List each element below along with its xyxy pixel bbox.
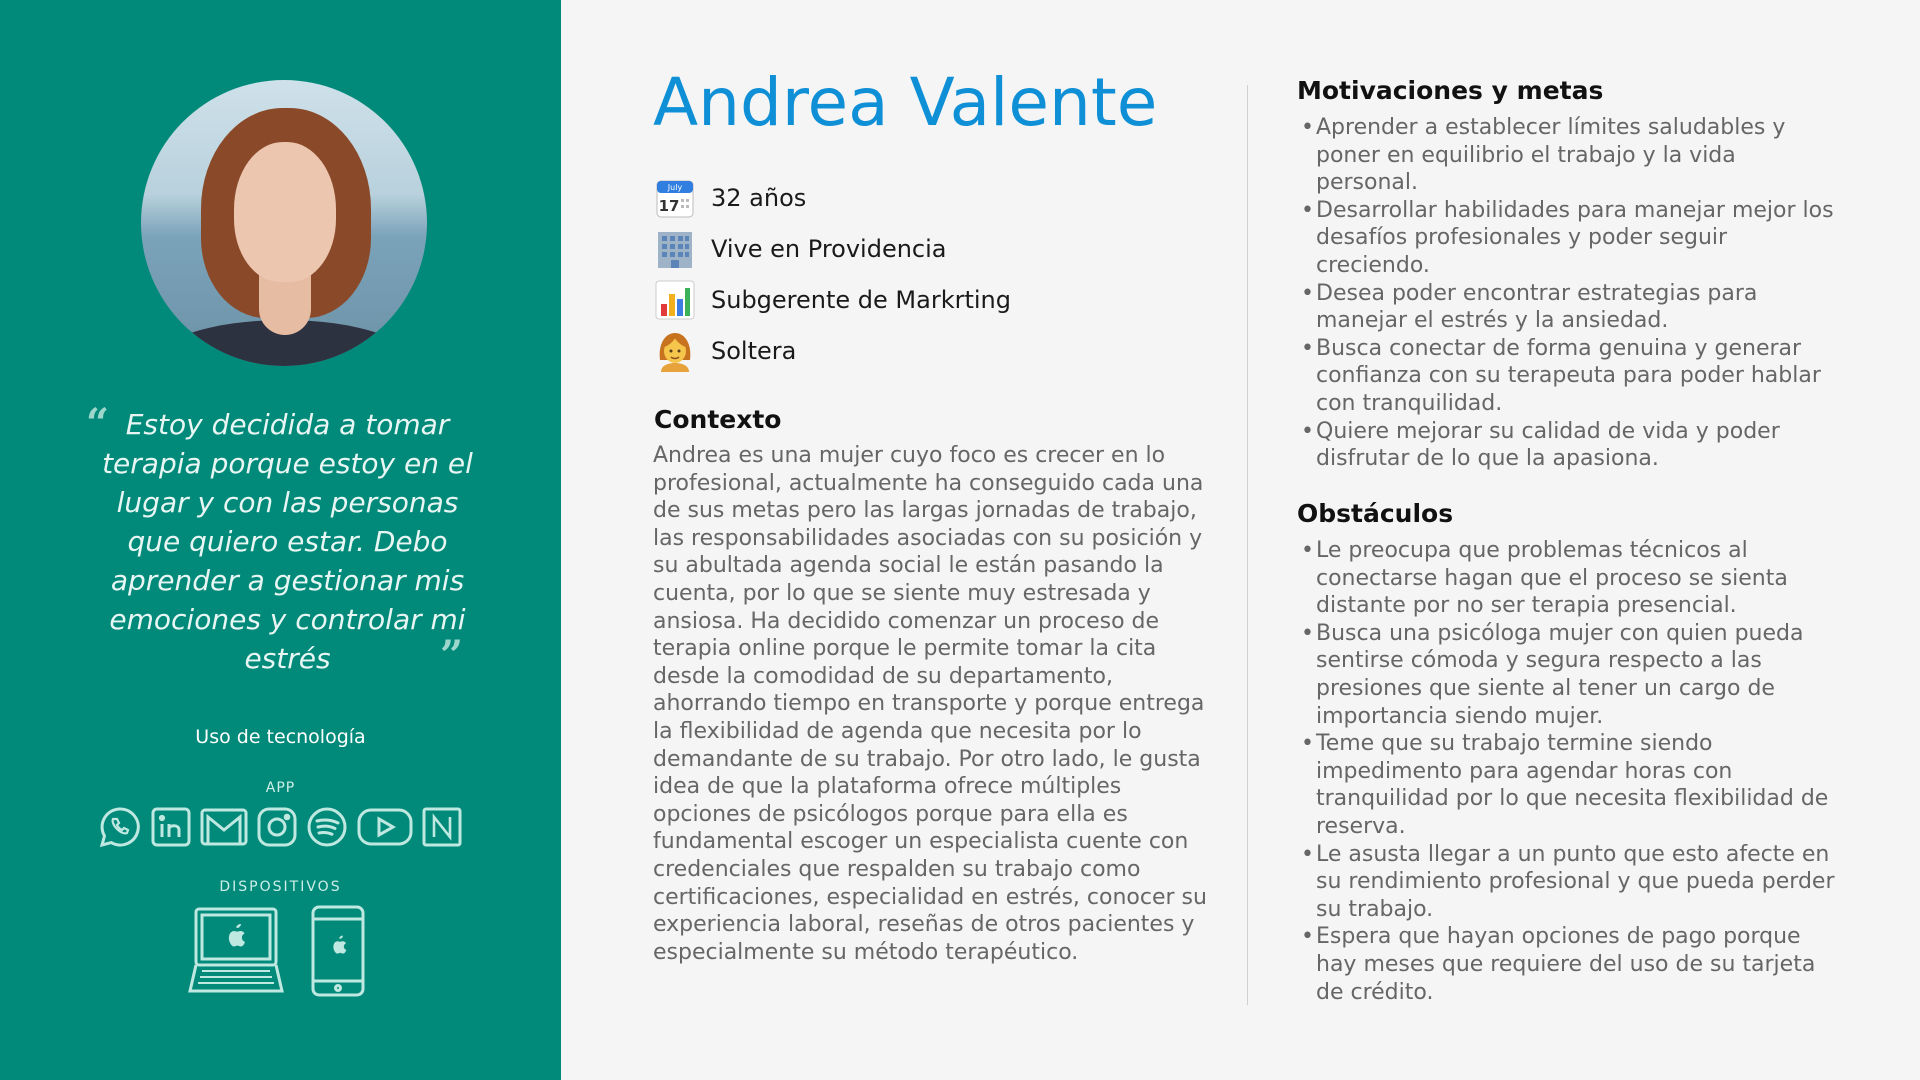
fact-status-text: Soltera xyxy=(711,336,797,365)
fact-status xyxy=(655,325,1011,376)
list-item: • Desea poder encontrar estrategias para manejar el estrés y la ansiedad. xyxy=(1297,280,1837,335)
list-item: • Busca conectar de forma genuina y generar confianza con su terapeuta para poder hablar con tranquilidad. xyxy=(1297,335,1837,418)
context-title: Contexto xyxy=(654,405,782,434)
obstacles-list xyxy=(1297,537,1837,1006)
persona-facts xyxy=(655,172,1011,376)
apple-phone-icon xyxy=(310,905,366,997)
fact-age xyxy=(655,172,1011,223)
list-item: • Quiere mejorar su calidad de vida y poder disfrutar de lo que la apasiona. xyxy=(1297,418,1837,473)
persona-name: Andrea Valente xyxy=(653,64,1158,141)
building-icon xyxy=(655,229,695,269)
device-icons xyxy=(188,905,366,997)
persona-quote: Estoy decidida a tomar terapia porque estoy en el lugar y con las personas que quiero estar. Debo aprender a gestionar mis emociones y controlar mi estrés xyxy=(102,408,473,675)
notion-icon xyxy=(422,807,462,847)
context-text: Andrea es una mujer cuyo foco es crecer en lo profesional, actualmente ha conseguido cada una de sus metas pero las largas jornadas de trabajo, las responsabilidades asociadas con su posición y su abultada agenda social le están pasando la cuenta, por lo que se siente muy estresada y ansiosa. Ha decidido comenzar un proceso de terapia online porque le permite tomar la cita desde la comodidad de su departamento, ahorrando tiempo en transporte y porque entrega la flexibilidad de agenda que necesita por lo demandante de su trabajo. Por otro lado, le gusta idea de que la plataforma ofrece múltiples opciones de psicólogos porque para ella es fundamental escoger un especialista cuente con credenciales que respalden su trabajo como certificaciones, especialidad en estrés, conocer su experiencia laboral, reseñas de otros pacientes y especialmente su método terapéutico. xyxy=(653,443,1207,965)
list-item: • Teme que su trabajo termine siendo impedimento para agendar horas con tranquilidad por lo que necesita flexibilidad de reserva. xyxy=(1297,730,1837,840)
app-icons xyxy=(98,805,462,849)
woman-icon xyxy=(655,331,695,371)
column-divider xyxy=(1247,85,1248,1005)
linkedin-icon xyxy=(151,807,191,847)
list-item: • Le asusta llegar a un punto que esto afecte en su rendimiento profesional y que pueda perder su trabajo. xyxy=(1297,841,1837,924)
bar-chart-icon xyxy=(655,280,695,320)
fact-job-text: Subgerente de Markrting xyxy=(711,285,1011,314)
calendar-icon xyxy=(655,178,695,218)
devices-label: DISPOSITIVOS xyxy=(219,879,342,895)
fact-age-text: 32 años xyxy=(711,183,807,212)
list-item: • Desarrollar habilidades para manejar mejor los desafíos profesionales y poder seguir creciendo. xyxy=(1297,197,1837,280)
fact-location xyxy=(655,223,1011,274)
list-item: • Le preocupa que problemas técnicos al conectarse hagan que el proceso se sienta distante por no ser terapia presencial. xyxy=(1297,537,1837,620)
list-item: • Espera que hayan opciones de pago porque hay meses que requiere del uso de su tarjeta de crédito. xyxy=(1297,923,1837,1006)
motivations-list xyxy=(1297,114,1837,473)
list-item: • Busca una psicóloga mujer con quien pueda sentirse cómoda y segura respecto a las presiones que siente al tener un cargo de importancia siendo mujer. xyxy=(1297,620,1837,730)
spotify-icon xyxy=(306,806,348,848)
avatar xyxy=(141,80,427,366)
instagram-icon xyxy=(257,807,297,847)
apple-laptop-icon xyxy=(188,907,284,997)
obstacles-title: Obstáculos xyxy=(1297,499,1454,528)
persona-main xyxy=(561,0,1920,1080)
gmail-icon xyxy=(200,807,248,847)
motivations-title: Motivaciones y metas xyxy=(1297,76,1604,105)
list-item: • Aprender a establecer límites saludables y poner en equilibrio el trabajo y la vida personal. xyxy=(1297,114,1837,197)
close-quote-icon: ” xyxy=(440,632,464,679)
svg-text:17: 17 xyxy=(658,196,680,215)
apps-label: APP xyxy=(265,780,296,796)
whatsapp-icon xyxy=(98,805,142,849)
svg-text:July: July xyxy=(667,182,683,192)
open-quote-icon: “ xyxy=(86,400,110,447)
persona-sidebar xyxy=(0,0,561,1080)
technology-title: Uso de tecnología xyxy=(195,726,366,748)
fact-job xyxy=(655,274,1011,325)
youtube-icon xyxy=(357,807,413,847)
fact-location-text: Vive en Providencia xyxy=(711,234,947,263)
